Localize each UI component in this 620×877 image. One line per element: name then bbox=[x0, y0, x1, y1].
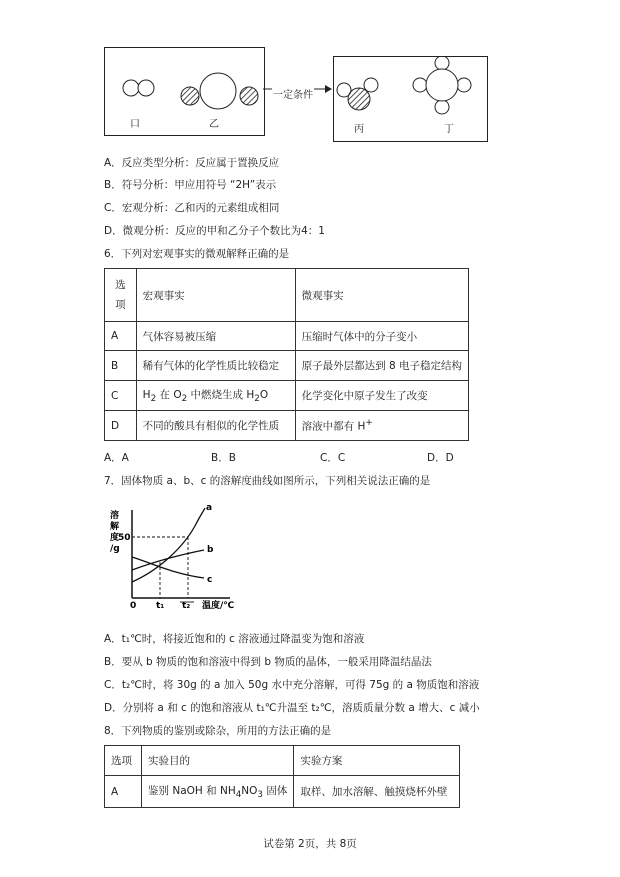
page-footer: 试卷第 2页，共 8页 bbox=[263, 838, 357, 850]
q6-answer-b: B．B bbox=[211, 452, 236, 464]
q8-table bbox=[104, 745, 460, 808]
row-purpose: 鉴别 NaOH 和 $NH_4NO_3$ 固体 bbox=[142, 776, 294, 808]
q6-answer-c: C．C bbox=[320, 452, 346, 464]
row-micro: 化学变化中原子发生了改变 bbox=[295, 381, 468, 411]
reactant-molecules bbox=[105, 48, 264, 135]
x-tick-t2: t₂ bbox=[182, 601, 191, 611]
q6-answer-a: A．A bbox=[104, 452, 129, 464]
q7-option-c: C．t₂℃时，将 30g 的 a 加入 50g 水中充分溶解，可得 75g 的 a 物质饱和溶液 bbox=[104, 679, 480, 691]
q8-stem: 8．下列物质的鉴别或除杂，所用的方法正确的是 bbox=[104, 725, 332, 737]
header-macro: 宏观事实 bbox=[136, 269, 295, 322]
reactants-box bbox=[104, 47, 265, 136]
ylabel-char: 溶 bbox=[110, 511, 120, 521]
molecule-jia bbox=[123, 80, 154, 96]
ylabel-char: 解 bbox=[110, 522, 120, 532]
row-micro: 原子最外层都达到 8 电子稳定结构 bbox=[295, 351, 468, 381]
curve-label-a: a bbox=[206, 503, 213, 513]
row-plan: 取样、加水溶解、触摸烧杯外壁 bbox=[294, 776, 460, 808]
q5-option-a: A．反应类型分析：反应属于置换反应 bbox=[104, 157, 280, 169]
curve-a bbox=[132, 508, 205, 582]
table-header-row bbox=[105, 269, 469, 322]
row-micro: 压缩时气体中的分子变小 bbox=[295, 322, 468, 351]
table-row bbox=[105, 322, 469, 351]
x-axis-label: 温度/℃ bbox=[202, 601, 235, 611]
table-row bbox=[105, 411, 469, 441]
molecule-bing bbox=[337, 78, 378, 110]
x-tick-t1: t₁ bbox=[156, 601, 165, 611]
curve-c bbox=[132, 557, 204, 578]
header-option: 选 项 bbox=[105, 269, 137, 322]
curve-label-c: c bbox=[207, 575, 213, 585]
table-row bbox=[105, 776, 460, 808]
row-option: B bbox=[105, 351, 137, 381]
ylabel-char: /g bbox=[110, 544, 120, 554]
q5-option-c: C．宏观分析：乙和丙的元素组成相同 bbox=[104, 202, 280, 214]
q7-option-b: B．要从 b 物质的饱和溶液中得到 b 物质的晶体，一般采用降温结晶法 bbox=[104, 656, 432, 668]
q5-option-b: B．符号分析：甲应用符号 “2H”表示 bbox=[104, 179, 277, 191]
curve-label-b: b bbox=[207, 545, 214, 555]
label-bing: 丙 bbox=[354, 124, 364, 135]
q7-option-d: D．分别将 a 和 c 的饱和溶液从 t₁℃升温至 t₂℃，溶质质量分数 a 增大、c 减小 bbox=[104, 702, 480, 714]
row-option: D bbox=[105, 411, 137, 441]
row-option: A bbox=[105, 322, 137, 351]
molecule-yi bbox=[181, 73, 258, 109]
header-purpose: 实验目的 bbox=[142, 746, 294, 776]
label-yi: 乙 bbox=[209, 119, 219, 130]
row-macro: $H_2$ 在 $O_2$ 中燃烧生成 $H_2O$ bbox=[136, 381, 295, 411]
header-micro: 微观事实 bbox=[295, 269, 468, 322]
ylabel-char: 度 bbox=[110, 533, 120, 543]
header-plan: 实验方案 bbox=[294, 746, 460, 776]
origin-label: 0 bbox=[130, 601, 137, 611]
row-macro: 气体容易被压缩 bbox=[136, 322, 295, 351]
solubility-curve-chart bbox=[104, 502, 244, 612]
row-micro: 溶液中都有 H+ bbox=[295, 411, 468, 441]
molecule-ding bbox=[413, 57, 471, 114]
table-row bbox=[105, 381, 469, 411]
row-macro: 稀有气体的化学性质比较稳定 bbox=[136, 351, 295, 381]
row-macro: 不同的酸具有相似的化学性质 bbox=[136, 411, 295, 441]
table-header-row bbox=[105, 746, 460, 776]
q7-option-a: A．t₁℃时，将接近饱和的 c 溶液通过降温变为饱和溶液 bbox=[104, 633, 365, 645]
q6-answer-d: D．D bbox=[427, 452, 454, 464]
q6-stem: 6．下列对宏观事实的微观解释正确的是 bbox=[104, 248, 290, 260]
label-jia: 口 bbox=[130, 119, 140, 130]
header-option: 选项 bbox=[105, 746, 142, 776]
products-box bbox=[333, 56, 488, 142]
q7-stem: 7．固体物质 a、b、c 的溶解度曲线如图所示，下列相关说法正确的是 bbox=[104, 475, 431, 487]
label-ding: 丁 bbox=[444, 124, 454, 135]
row-option: A bbox=[105, 776, 142, 808]
q6-table bbox=[104, 268, 469, 441]
y-tick-50: 50 bbox=[118, 533, 131, 543]
table-row bbox=[105, 351, 469, 381]
q5-option-d: D．微观分析：反应的甲和乙分子个数比为4：1 bbox=[104, 225, 325, 237]
row-option: C bbox=[105, 381, 137, 411]
arrow-condition-label: 一定条件 bbox=[272, 86, 314, 101]
